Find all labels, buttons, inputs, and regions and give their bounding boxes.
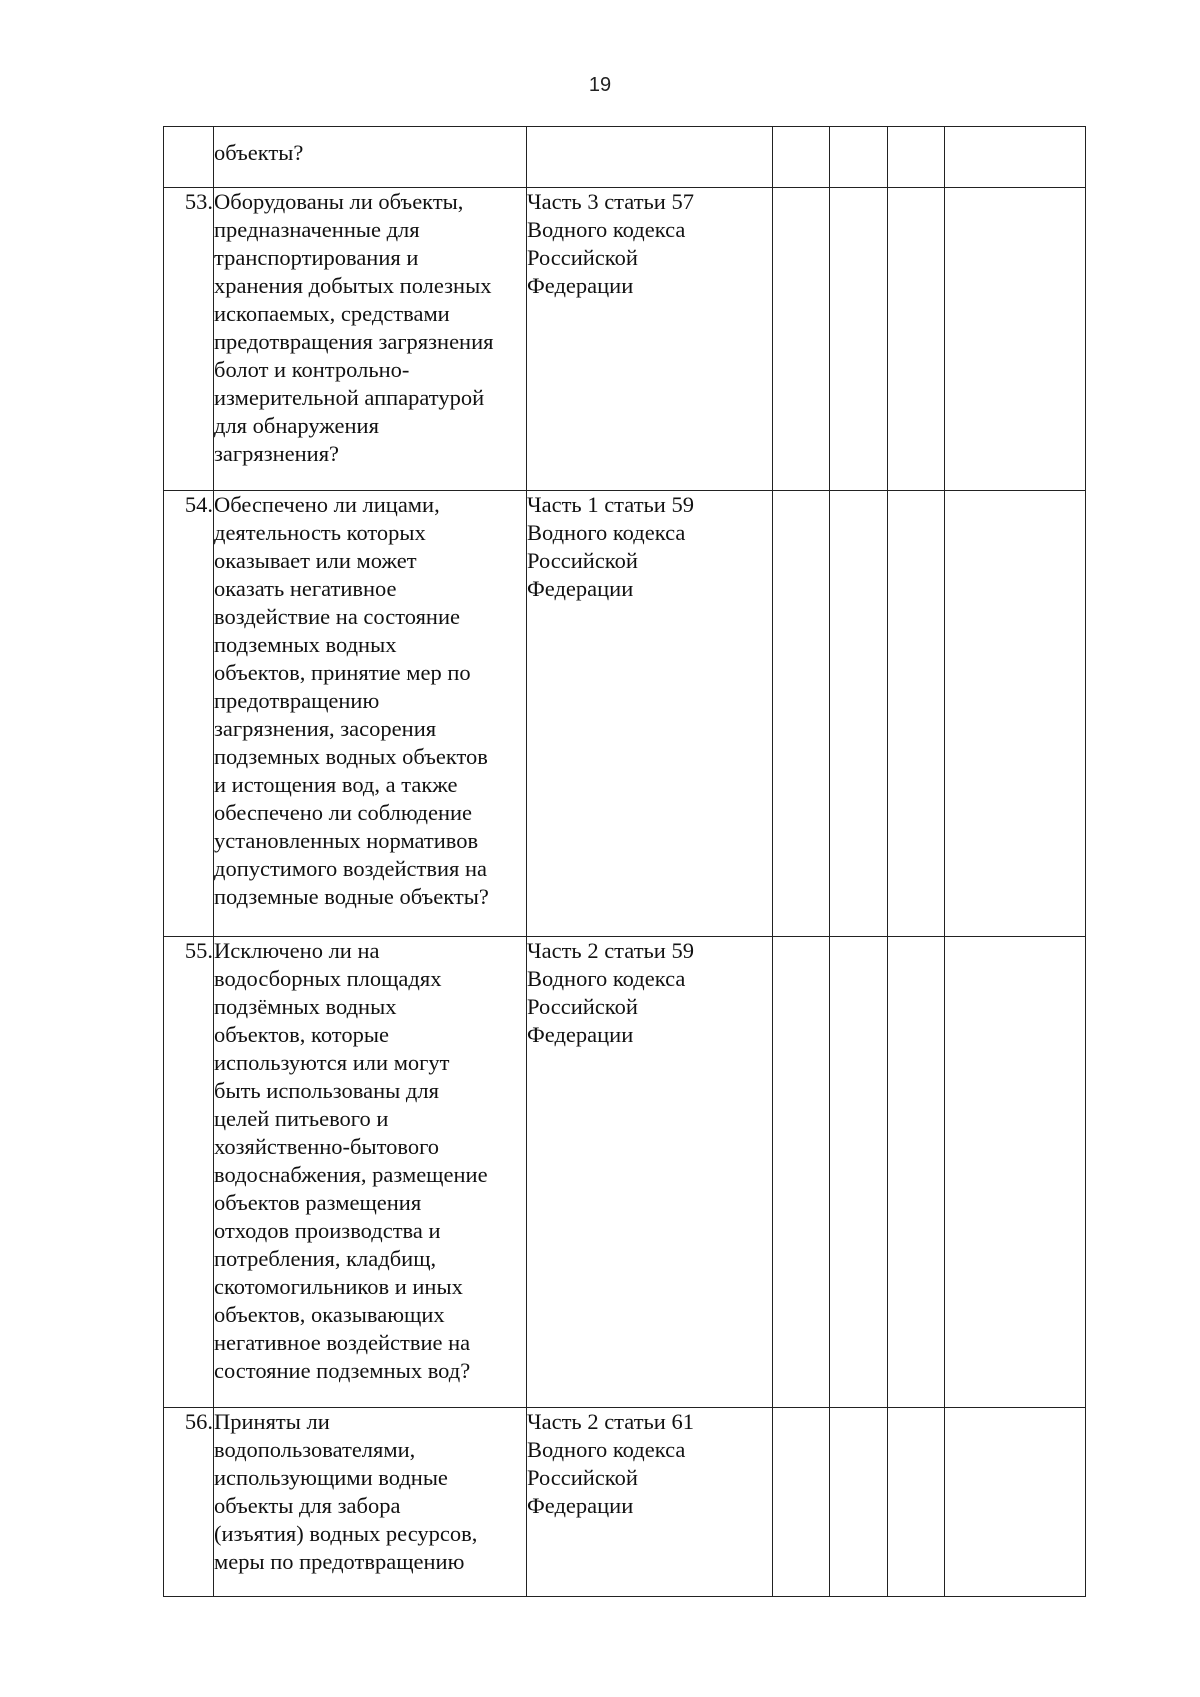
answer-no-cell <box>830 937 888 1408</box>
question-line: и истощения вод, а также <box>214 772 458 797</box>
answer-na-cell <box>888 127 945 188</box>
page-number: 19 <box>588 74 612 96</box>
row-number: 56. <box>164 1408 214 1597</box>
reference-line: Федерации <box>527 1493 634 1518</box>
legal-reference-cell <box>527 127 773 188</box>
checklist-table <box>163 126 1086 1597</box>
answer-na-cell <box>888 937 945 1408</box>
question-line: предназначенные для <box>214 217 420 242</box>
question-line: загрязнения? <box>214 441 340 466</box>
notes-cell <box>945 1408 1086 1597</box>
question-line: воздействие на состояние <box>214 604 460 629</box>
question-line: Обеспечено ли лицами, <box>214 492 440 517</box>
question-line: объектов размещения <box>214 1190 422 1215</box>
question-line: предотвращения загрязнения <box>214 329 494 354</box>
answer-yes-cell <box>773 491 830 937</box>
question-line: объекты? <box>214 140 304 165</box>
question-line: быть использованы для <box>214 1078 439 1103</box>
question-line: болот и контрольно- <box>214 357 410 382</box>
question-line: предотвращению <box>214 688 380 713</box>
table-row <box>164 1408 1086 1597</box>
question-line: хранения добытых полезных <box>214 273 492 298</box>
reference-line: Российской <box>527 994 638 1019</box>
question-cell <box>214 491 527 937</box>
question-line: используются или могут <box>214 1050 450 1075</box>
answer-no-cell <box>830 491 888 937</box>
legal-reference-cell <box>527 1408 773 1597</box>
question-line: подзёмных водных <box>214 994 397 1019</box>
question-line: (изъятия) водных ресурсов, <box>214 1521 478 1546</box>
answer-yes-cell <box>773 1408 830 1597</box>
reference-line: Водного кодекса <box>527 966 686 991</box>
question-line: Приняты ли <box>214 1409 330 1434</box>
question-line: водопользователями, <box>214 1437 416 1462</box>
reference-line: Часть 2 статьи 61 <box>527 1409 694 1434</box>
question-line: допустимого воздействия на <box>214 856 488 881</box>
table-row <box>164 937 1086 1408</box>
reference-line: Федерации <box>527 1022 634 1047</box>
question-line: объектов, которые <box>214 1022 389 1047</box>
answer-na-cell <box>888 491 945 937</box>
answer-yes-cell <box>773 188 830 491</box>
question-cell <box>214 937 527 1408</box>
answer-no-cell <box>830 1408 888 1597</box>
question-line: хозяйственно-бытового <box>214 1134 440 1159</box>
question-line: Исключено ли на <box>214 938 380 963</box>
reference-line: Федерации <box>527 273 634 298</box>
question-line: измерительной аппаратурой <box>214 385 485 410</box>
reference-line: Водного кодекса <box>527 1437 686 1462</box>
question-line: негативное воздействие на <box>214 1330 471 1355</box>
question-line: объекты для забора <box>214 1493 401 1518</box>
reference-line: Федерации <box>527 576 634 601</box>
question-line: подземных водных объектов <box>214 744 488 769</box>
answer-no-cell <box>830 188 888 491</box>
legal-reference-cell <box>527 491 773 937</box>
question-cell <box>214 127 527 188</box>
question-line: обеспечено ли соблюдение <box>214 800 473 825</box>
answer-no-cell <box>830 127 888 188</box>
question-line: меры по предотвращению <box>214 1549 465 1574</box>
legal-reference-cell <box>527 188 773 491</box>
question-line: водоснабжения, размещение <box>214 1162 488 1187</box>
question-line: подземные водные объекты? <box>214 884 489 909</box>
question-line: объектов, оказывающих <box>214 1302 445 1327</box>
reference-line: Водного кодекса <box>527 217 686 242</box>
question-line: установленных нормативов <box>214 828 479 853</box>
question-line: оказать негативное <box>214 576 397 601</box>
question-line: для обнаружения <box>214 413 379 438</box>
question-line: объектов, принятие мер по <box>214 660 471 685</box>
question-line: отходов производства и <box>214 1218 441 1243</box>
reference-line: Российской <box>527 1465 638 1490</box>
question-line: подземных водных <box>214 632 397 657</box>
question-line: скотомогильников и иных <box>214 1274 463 1299</box>
question-line: ископаемых, средствами <box>214 301 450 326</box>
question-line: деятельность которых <box>214 520 426 545</box>
row-number <box>164 127 214 188</box>
answer-yes-cell <box>773 937 830 1408</box>
question-line: Оборудованы ли объекты, <box>214 189 464 214</box>
question-line: транспортирования и <box>214 245 419 270</box>
answer-na-cell <box>888 1408 945 1597</box>
question-line: потребления, кладбищ, <box>214 1246 437 1271</box>
table-row <box>164 127 1086 188</box>
table-row <box>164 491 1086 937</box>
reference-line: Часть 1 статьи 59 <box>527 492 694 517</box>
answer-yes-cell <box>773 127 830 188</box>
question-line: использующими водные <box>214 1465 448 1490</box>
legal-reference-cell <box>527 937 773 1408</box>
question-line: водосборных площадях <box>214 966 442 991</box>
notes-cell <box>945 188 1086 491</box>
question-cell <box>214 1408 527 1597</box>
answer-na-cell <box>888 188 945 491</box>
question-line: состояние подземных вод? <box>214 1358 471 1383</box>
notes-cell <box>945 127 1086 188</box>
table-row <box>164 188 1086 491</box>
row-number: 53. <box>164 188 214 491</box>
notes-cell <box>945 937 1086 1408</box>
reference-line: Российской <box>527 245 638 270</box>
reference-line: Часть 3 статьи 57 <box>527 189 694 214</box>
question-line: оказывает или может <box>214 548 417 573</box>
row-number: 54. <box>164 491 214 937</box>
question-line: целей питьевого и <box>214 1106 389 1131</box>
reference-line: Часть 2 статьи 59 <box>527 938 694 963</box>
row-number: 55. <box>164 937 214 1408</box>
question-cell <box>214 188 527 491</box>
notes-cell <box>945 491 1086 937</box>
question-line: загрязнения, засорения <box>214 716 437 741</box>
reference-line: Водного кодекса <box>527 520 686 545</box>
reference-line: Российской <box>527 548 638 573</box>
